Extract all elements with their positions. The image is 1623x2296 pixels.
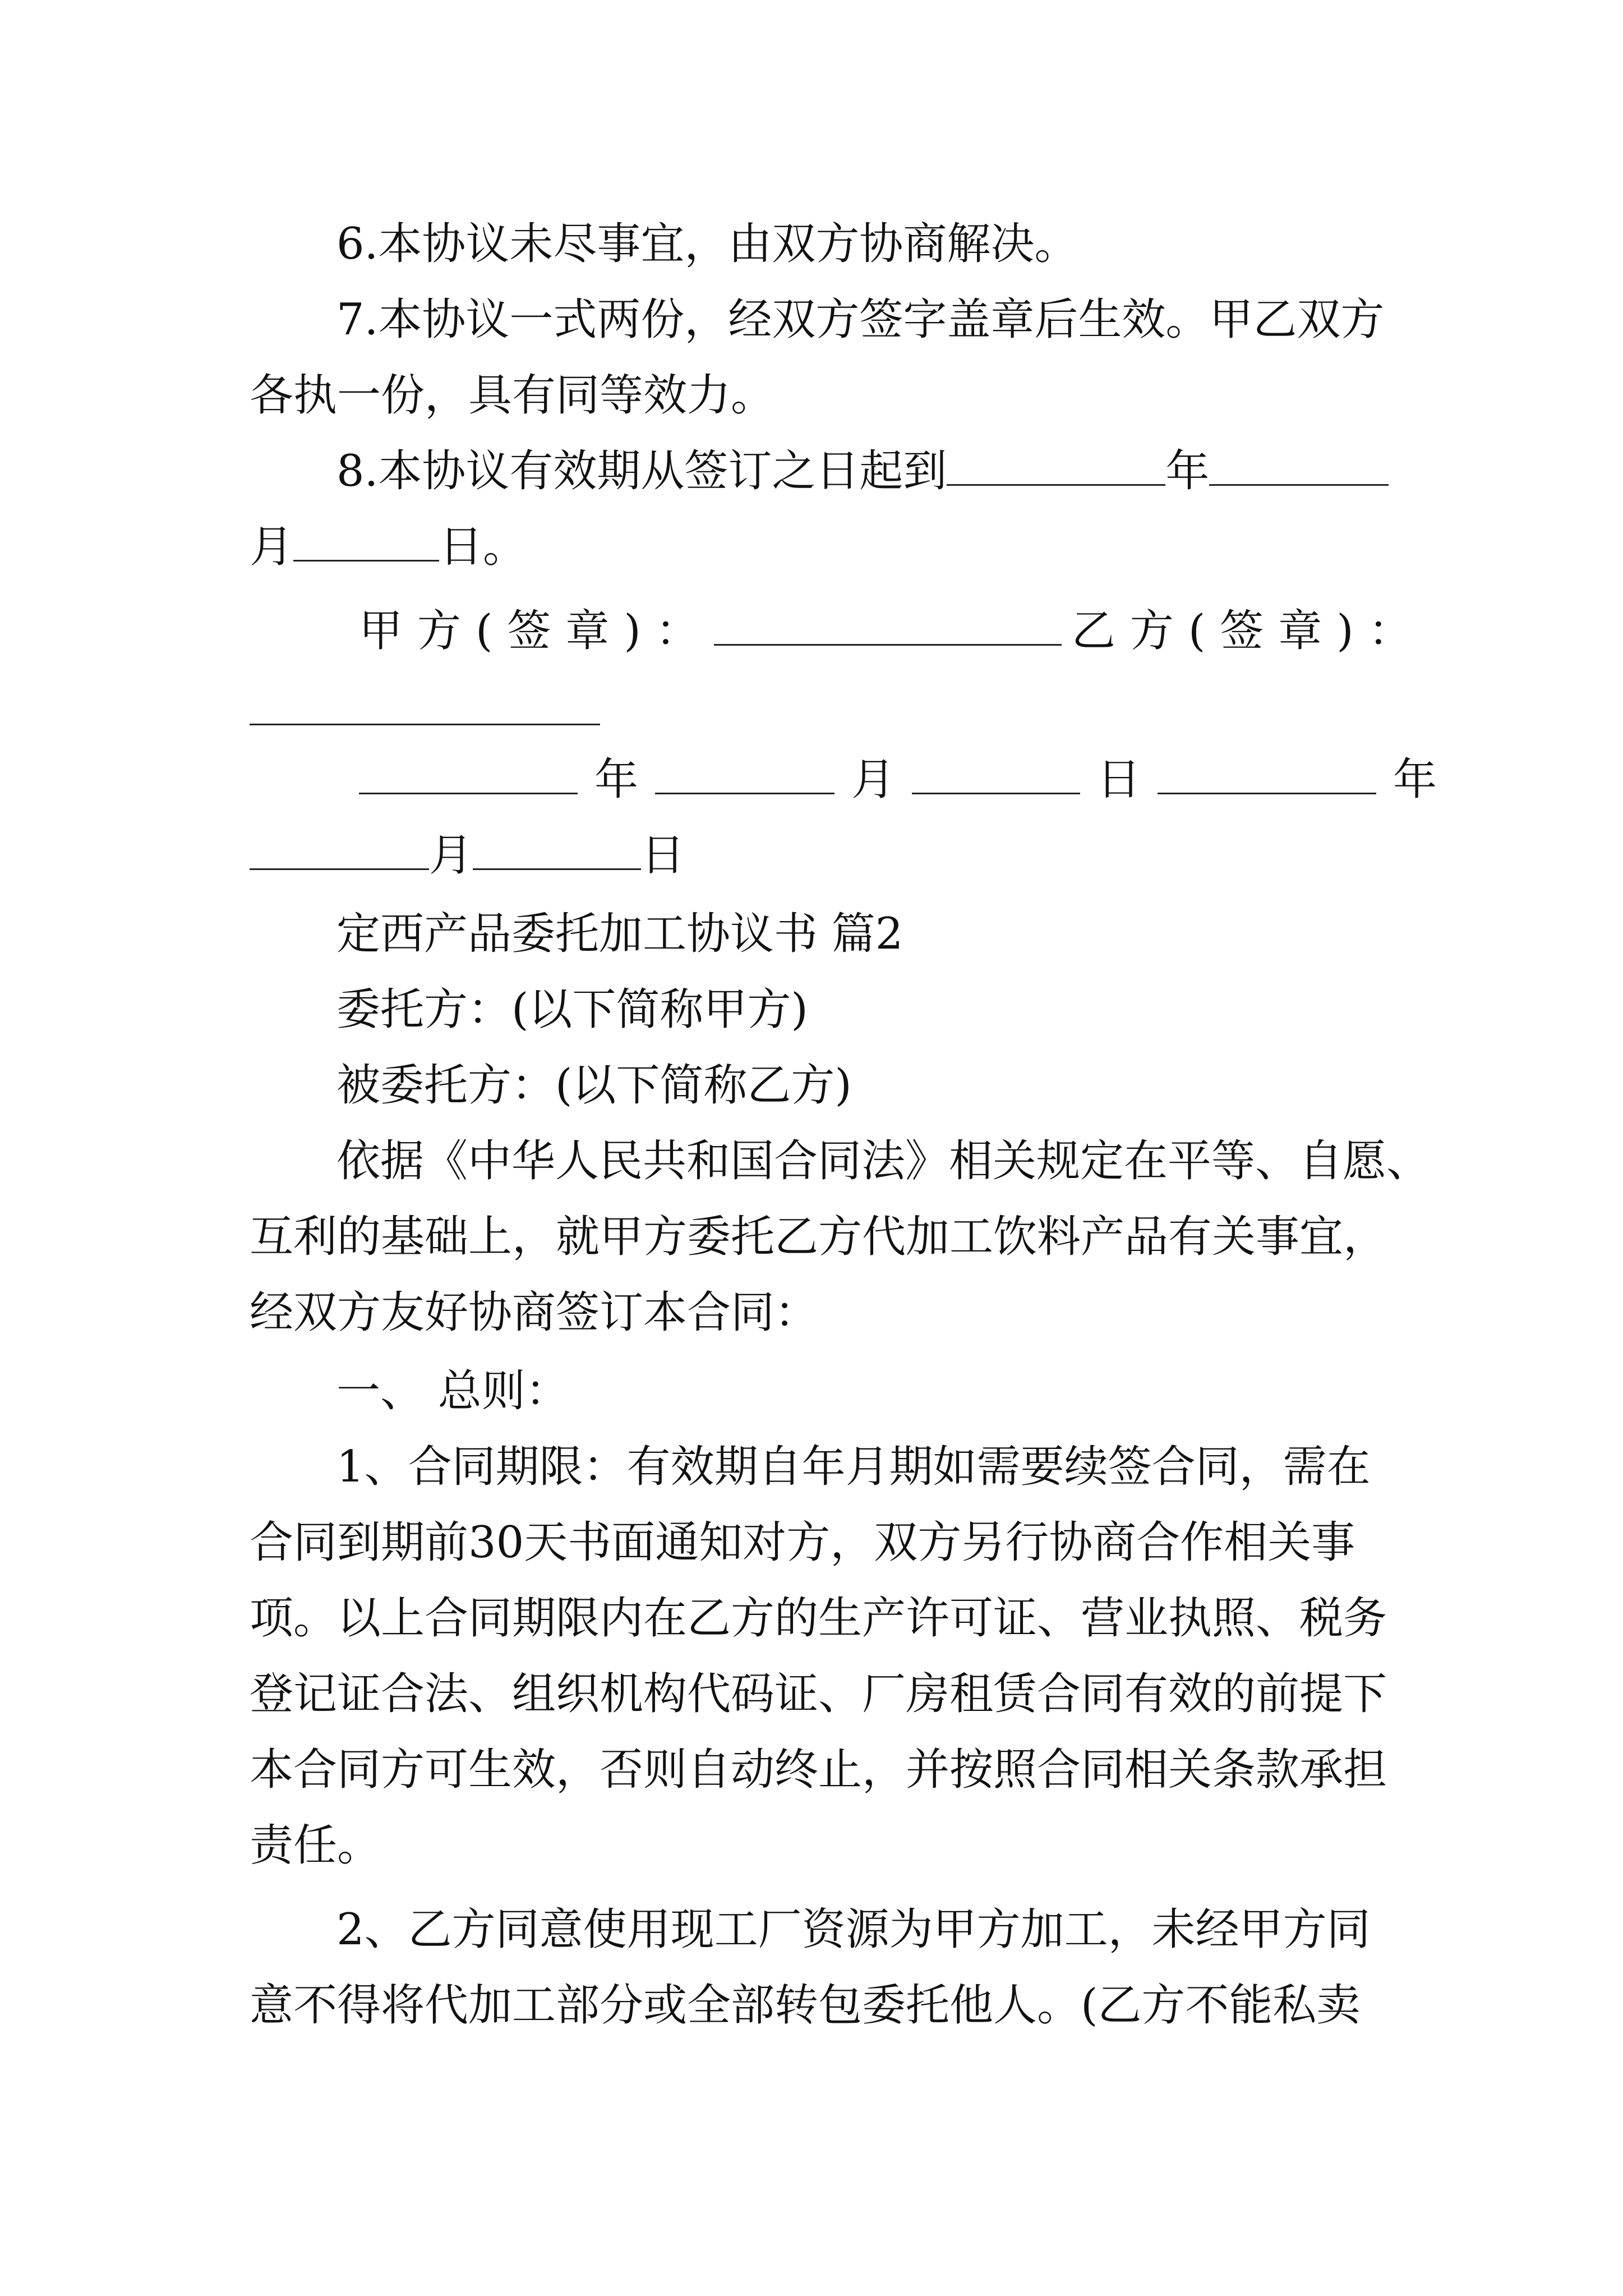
intro-line-3: 经双方友好协商签订本合同： xyxy=(250,1287,819,1338)
item-1-line-1: 1、合同期限：有效期自年月期如需要续签合同，需在 xyxy=(336,1442,1371,1492)
party-a-blank-month xyxy=(655,759,834,794)
general-heading: 一、 总则： xyxy=(336,1366,569,1416)
party-b-blank-year xyxy=(1158,759,1376,794)
item-2-line-1: 2、乙方同意使用现工厂资源为甲方加工，未经甲方同 xyxy=(336,1904,1371,1955)
date-row-2 xyxy=(250,816,1388,895)
party-a-year-label: 年 xyxy=(594,754,639,805)
party-a-day-label: 日 xyxy=(1097,754,1141,805)
party-b-year-label: 年 xyxy=(1393,754,1437,805)
intro-line-1: 依据《中华人民共和国合同法》相关规定在平等、自愿、 xyxy=(336,1136,1431,1186)
intro-line-2: 互利的基础上，就甲方委托乙方代加工饮料产品有关事宜， xyxy=(250,1212,1387,1262)
clause-6: 6.本协议未尽事宜，由双方协商解决。 xyxy=(336,219,1078,269)
item-1-line-5: 本合同方可生效，否则自动终止，并按照合同相关条款承担 xyxy=(250,1745,1387,1795)
day-end-label: 日。 xyxy=(439,522,527,572)
party-b-blank-day xyxy=(473,835,641,870)
item-1-line-6: 责任。 xyxy=(250,1820,381,1871)
item-1-line-2: 合同到期前30天书面通知对方，双方另行协商合作相关事 xyxy=(250,1517,1355,1568)
party-b-day-label: 日 xyxy=(641,830,685,881)
party-a-month-label: 月 xyxy=(851,754,896,805)
year-label: 年 xyxy=(1165,446,1210,496)
item-1-line-4: 登记证合法、组织机构代码证、厂房租赁合同有效的前提下 xyxy=(250,1669,1387,1719)
party-b-signature-blank xyxy=(250,724,600,725)
section-2-title: 定西产品委托加工协议书 篇2 xyxy=(336,909,903,959)
item-2-line-2: 意不得将代加工部分或全部转包委托他人。(乙方不能私卖 xyxy=(250,1980,1361,2031)
party-a-blank-day xyxy=(912,759,1080,794)
clause-7-line-1: 7.本协议一式两份，经双方签字盖章后生效。甲乙双方 xyxy=(336,295,1385,345)
principal-line: 委托方：(以下简称甲方) xyxy=(336,984,808,1035)
blank-year xyxy=(947,450,1165,486)
item-1-line-3: 项。以上合同期限内在乙方的生产许可证、营业执照、税务 xyxy=(250,1593,1387,1644)
party-b-month-label: 月 xyxy=(429,830,473,881)
party-a-blank-year xyxy=(359,759,578,794)
party-b-signature-label: 乙方(签章)： xyxy=(1071,606,1427,656)
party-b-blank-month xyxy=(250,835,429,870)
month-label: 月 xyxy=(250,522,294,572)
party-a-signature-blank xyxy=(714,610,1062,646)
clause-8-line-1 xyxy=(336,432,1391,510)
blank-month xyxy=(1209,450,1389,486)
signature-row xyxy=(359,592,1427,670)
clause-8-prefix: 8.本协议有效期从签订之日起到 xyxy=(336,446,947,496)
date-row xyxy=(359,740,1437,819)
blank-day xyxy=(293,526,439,562)
clause-8-line-2 xyxy=(250,508,1388,586)
agent-line: 被委托方：(以下简称乙方) xyxy=(336,1060,852,1111)
clause-7-line-2: 各执一份，具有同等效力。 xyxy=(250,370,775,421)
party-a-signature-label: 甲方(签章)： xyxy=(359,606,714,656)
